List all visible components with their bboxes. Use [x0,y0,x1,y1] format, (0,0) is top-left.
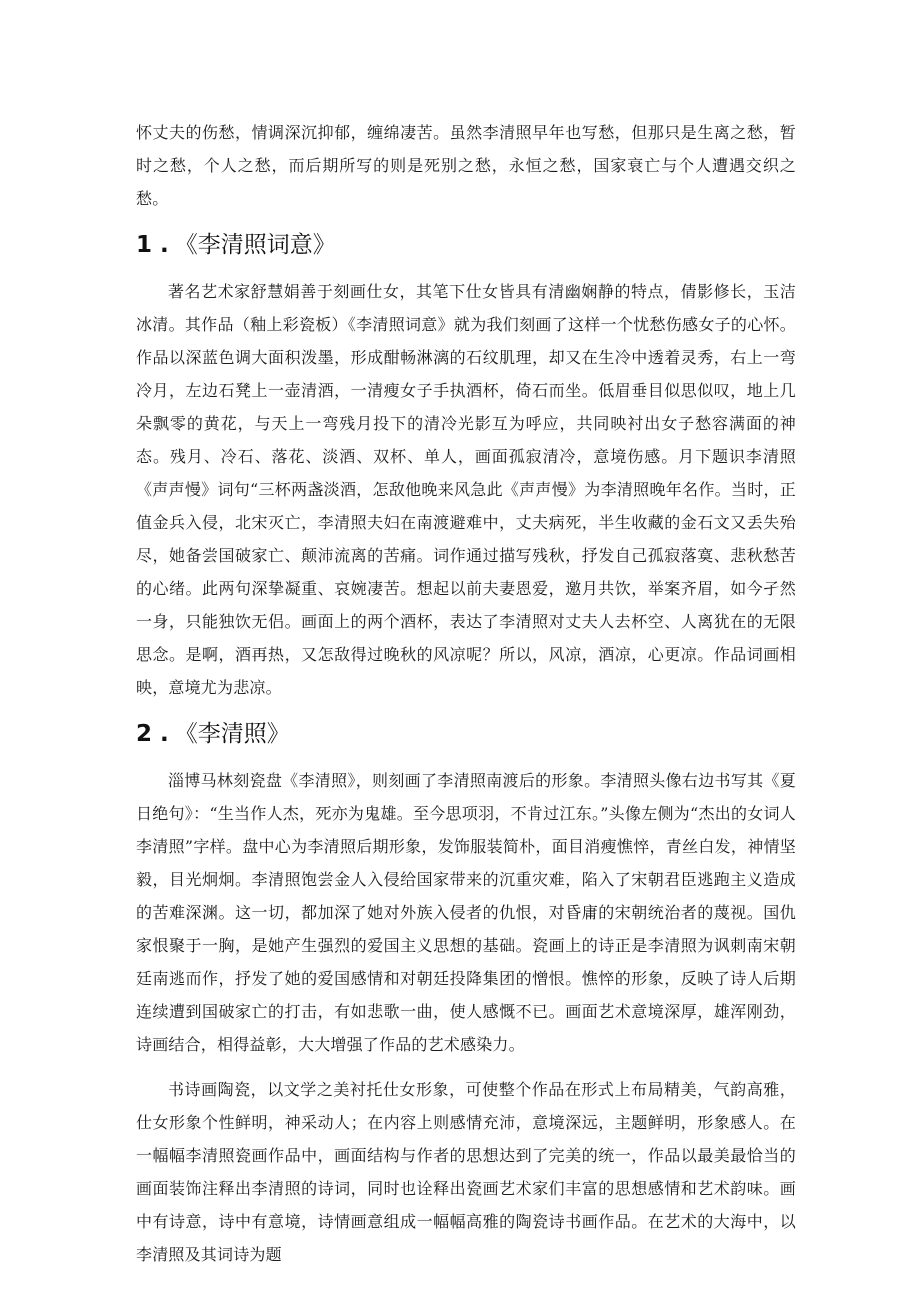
paragraph-section-2: 淄博马林刻瓷盘《李清照》，则刻画了李清照南渡后的形象。李清照头像右边书写其《夏日绝句》：“生当作人杰，死亦为鬼雄。至今思项羽，不肯过江东。”头像左侧为“杰出的女词人李清照”字样。盘中心为李清照后期形象，发饰服装简朴，面目消瘦憔悴，青丝白发，神情坚毅，目光炯炯。李清照饱尝金人入侵给国家带来的沉重灾难，陷入了宋朝君臣逃跑主义造成的苦难深渊。这一切，都加深了她对外族入侵者的仇恨，对昏庸的宋朝统治者的蔑视。国仇家恨聚于一胸，是她产生强烈的爱国主义思想的基础。瓷画上的诗正是李清照为讽刺南宋朝廷南逃而作，抒发了她的爱国感情和对朝廷投降集团的憎恨。憔悴的形象，反映了诗人后期连续遭到国破家亡的打击，有如悲歌一曲，使人感慨不已。画面艺术意境深厚，雄浑刚劲，诗画结合，相得益彰，大大增强了作品的艺术感染力。 [136,771,796,1054]
section-number: 1 . [136,232,169,258]
section-number: 2 . [136,721,169,747]
paragraph-conclusion: 书诗画陶瓷，以文学之美衬托仕女形象，可使整个作品在形式上布局精美，气韵高雅，仕女形象个性鲜明，神采动人；在内容上则感情充沛，意境深远，主题鲜明，形象感人。在一幅幅李清照瓷画作品中，画面结构与作者的思想达到了完美的统一，作品以最美最恰当的画面装饰注释出李清照的诗词，同时也诠释出瓷画艺术家们丰富的思想感情和艺术韵味。画中有诗意，诗中有意境，诗情画意组成一幅幅高雅的陶瓷诗书画作品。在艺术的大海中，以李清照及其词诗为题 [136,1080,796,1264]
section-heading-2 [136,714,796,754]
document-page [136,116,796,1271]
paragraph-intro: 怀丈夫的伤愁，情调深沉抑郁，缠绵凄苦。虽然李清照早年也写愁，但那只是生离之愁，暂时之愁，个人之愁，而后期所写的则是死别之愁，永恒之愁，国家衰亡与个人遭遇交织之愁。 [136,123,796,208]
section-heading-1 [136,225,796,265]
section-title: 《李清照词意》 [174,232,336,258]
paragraph-section-1: 著名艺术家舒慧娟善于刻画仕女，其笔下仕女皆具有清幽娴静的特点，倩影修长，玉洁冰清。其作品（釉上彩瓷板）《李清照词意》就为我们刻画了这样一个忧愁伤感女子的心怀。作品以深蓝色调大面积泼墨，形成酣畅淋漓的石纹肌理，却又在生冷中透着灵秀，右上一弯冷月，左边石凳上一壶清酒，一清瘦女子手执酒杯，倚石而坐。低眉垂目似思似叹，地上几朵飘零的黄花，与天上一弯残月投下的清冷光影互为呼应，共同映衬出女子愁容满面的神态。残月、冷石、落花、淡酒、双杯、单人，画面孤寂清冷，意境伤感。月下题识李清照《声声慢》词句“三杯两盏淡酒，怎敌他晚来风急此《声声慢》为李清照晚年名作。当时，正值金兵入侵，北宋灭亡，李清照夫妇在南渡避难中，丈夫病死，半生收藏的金石文又丢失殆尽，她备尝国破家亡、颠沛流离的苦痛。词作通过描写残秋，抒发自己孤寂落寞、悲秋愁苦的心绪。此两句深挚凝重、哀婉凄苦。想起以前夫妻恩爱，邀月共饮，举案齐眉，如今孑然一身，只能独饮无侣。画面上的两个酒杯，表达了李清照对丈夫人去杯空、人离犹在的无限思念。是啊，酒再热，又怎敌得过晚秋的风凉呢？所以，风凉，酒凉，心更凉。作品词画相映，意境尤为悲凉。 [136,282,796,697]
section-title: 《李清照》 [174,721,290,747]
